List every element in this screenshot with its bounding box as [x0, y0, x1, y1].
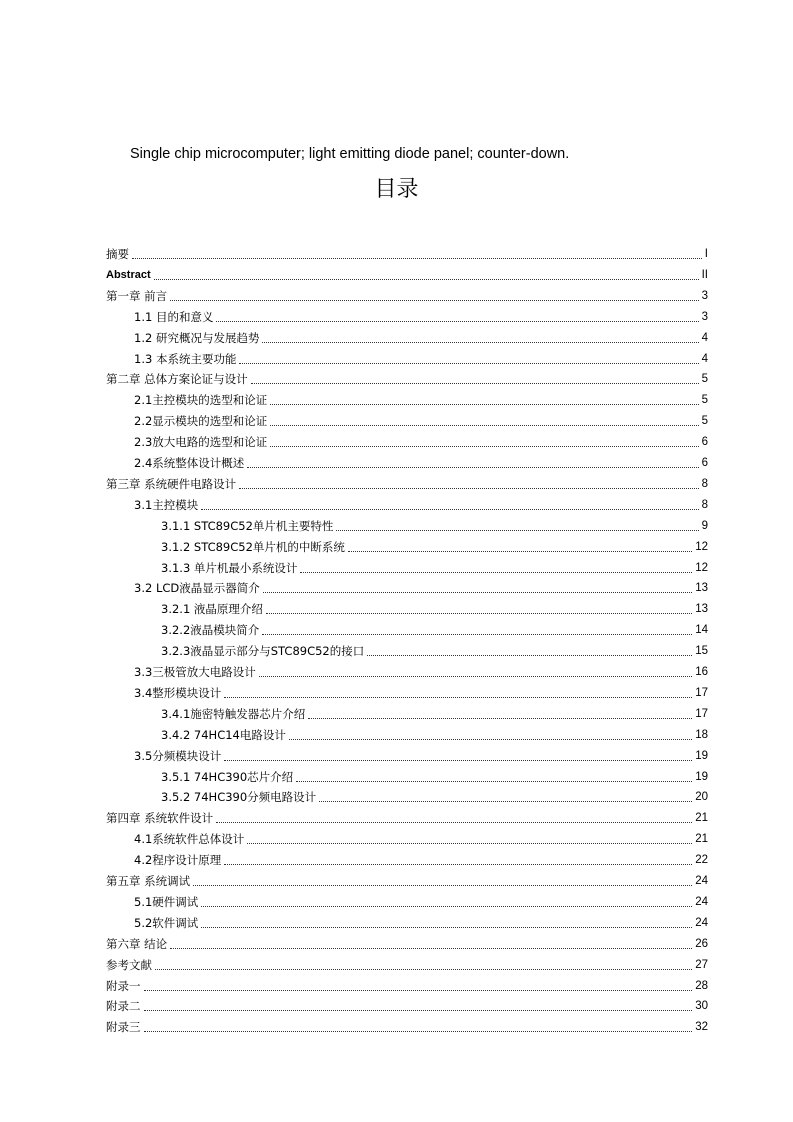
toc-entry-page: 5 [701, 394, 708, 407]
toc-entry[interactable] [134, 325, 708, 346]
toc-entry-label: 3.4整形模块设计 [134, 685, 222, 700]
toc-dot-leader [170, 947, 692, 949]
toc-dot-leader [266, 612, 692, 614]
toc-entry[interactable] [161, 764, 708, 785]
toc-entry-label: Abstract [106, 268, 151, 281]
toc-entry-page: 19 [695, 749, 708, 762]
toc-entry-label: 第六章 结论 [106, 936, 168, 951]
toc-entry[interactable] [161, 596, 708, 617]
toc-dot-leader [239, 487, 698, 489]
toc-entry-label: 第一章 前言 [106, 288, 168, 303]
toc-entry-label: 附录二 [106, 999, 141, 1014]
toc-dot-leader [216, 320, 698, 322]
toc-entry-page: 16 [695, 666, 708, 678]
toc-dot-leader [247, 842, 692, 844]
toc-dot-leader [367, 654, 692, 656]
toc-entry-page: II [701, 268, 708, 281]
toc-entry[interactable] [134, 304, 708, 325]
toc-entry-label: 3.5.1 74HC390芯片介绍 [161, 769, 294, 784]
toc-dot-leader [170, 299, 698, 301]
toc-entry-label: 第二章 总体方案论证与设计 [106, 372, 248, 387]
toc-dot-leader [224, 759, 692, 761]
toc-dot-leader [259, 675, 692, 677]
toc-entry-label: 3.1.3 单片机最小系统设计 [161, 560, 298, 575]
toc-entry[interactable] [134, 680, 708, 701]
toc-entry-label: 3.5.2 74HC390分频电路设计 [161, 790, 317, 805]
toc-entry[interactable] [134, 346, 708, 367]
toc-entry[interactable] [161, 638, 708, 659]
toc-entry-page: I [704, 248, 708, 260]
toc-entry-page: 3 [701, 310, 708, 323]
toc-entry[interactable] [134, 450, 708, 471]
toc-entry-label: 3.1.2 STC89C52单片机的中断系统 [161, 539, 345, 554]
toc-entry-page: 4 [701, 331, 708, 344]
toc-entry-page: 13 [695, 603, 708, 616]
toc-entry-label: 第五章 系统调试 [106, 874, 191, 888]
toc-entry[interactable] [106, 805, 708, 826]
toc-entry[interactable] [134, 847, 708, 868]
toc-entry-page: 8 [701, 498, 708, 511]
toc-dot-leader [216, 821, 692, 823]
toc-title: 目录 [374, 177, 419, 202]
toc-dot-leader [251, 382, 699, 384]
toc-entry-label: 2.1主控模块的选型和论证 [134, 393, 268, 408]
toc-dot-leader [336, 529, 698, 531]
toc-entry-page: 27 [695, 958, 708, 971]
toc-entry[interactable] [161, 555, 708, 576]
toc-entry[interactable] [106, 868, 708, 889]
toc-dot-leader [239, 362, 698, 364]
toc-entry[interactable] [106, 366, 708, 387]
toc-dot-leader [296, 780, 692, 782]
toc-entry-label: 3.1.1 STC89C52单片机主要特性 [161, 518, 334, 533]
toc-dot-leader [224, 863, 692, 865]
toc-entry[interactable] [134, 659, 708, 680]
toc-entry-page: 8 [701, 477, 708, 490]
toc-entry[interactable] [106, 241, 708, 262]
toc-entry-label: 5.2软件调试 [134, 915, 199, 930]
toc-entry-page: 9 [701, 519, 708, 532]
toc-entry-label: 4.2程序设计原理 [134, 853, 222, 868]
toc-entry-page: 18 [695, 728, 708, 741]
toc-dot-leader [201, 905, 692, 907]
toc-dot-leader [270, 445, 698, 447]
toc-dot-leader [308, 717, 692, 719]
toc-entry[interactable] [161, 784, 708, 805]
toc-entry[interactable] [161, 722, 708, 743]
toc-entry-page: 28 [695, 979, 708, 992]
toc-entry-label: 第四章 系统软件设计 [106, 811, 214, 826]
toc-entry-label: 3.4.1施密特触发器芯片介绍 [161, 706, 306, 721]
toc-entry-label: 3.2 LCD液晶显示器简介 [134, 581, 260, 596]
toc-dot-leader [154, 278, 699, 280]
toc-dot-leader [193, 884, 692, 886]
toc-entry[interactable] [106, 471, 708, 492]
toc-entry-label: 3.4.2 74HC14电路设计 [161, 727, 286, 742]
toc-entry-page: 32 [695, 1021, 708, 1034]
toc-entry-page: 6 [701, 436, 708, 449]
toc-entry[interactable] [134, 492, 708, 513]
toc-entry[interactable] [134, 387, 708, 408]
toc-dot-leader [224, 696, 692, 698]
toc-entry-page: 19 [695, 770, 708, 783]
toc-dot-leader [319, 800, 692, 802]
toc-entry-page: 30 [695, 1000, 708, 1013]
keywords-line: Single chip microcomputer; light emitting diode panel; counter-down. [130, 146, 570, 162]
toc-entry[interactable] [134, 408, 708, 429]
toc-entry-label: 摘要 [106, 247, 129, 261]
toc-entry-label: 5.1硬件调试 [134, 894, 199, 909]
toc-entry-page: 3 [701, 289, 708, 302]
toc-entry[interactable] [161, 701, 708, 722]
toc-entry[interactable] [134, 889, 708, 910]
toc-dot-leader [247, 466, 698, 468]
toc-entry-label: 参考文献 [106, 957, 152, 972]
toc-entry[interactable] [134, 826, 708, 847]
toc-dot-leader [262, 633, 692, 635]
toc-dot-leader [201, 508, 698, 510]
toc-entry[interactable] [134, 429, 708, 450]
toc-entry-label: 3.2.3液晶显示部分与STC89C52的接口 [161, 644, 365, 659]
toc-dot-leader [270, 424, 698, 426]
toc-entry-page: 24 [695, 875, 708, 887]
toc-entry[interactable] [161, 617, 708, 638]
toc-entry-page: 26 [695, 937, 708, 950]
toc-dot-leader [289, 738, 692, 740]
toc-dot-leader [201, 926, 692, 928]
toc-entry-label: 2.2显示模块的选型和论证 [134, 414, 268, 429]
toc-entry-page: 12 [695, 540, 708, 553]
toc-entry-label: 1.2 研究概况与发展趋势 [134, 330, 260, 345]
toc-entry-label: 附录一 [106, 978, 141, 993]
toc-dot-leader [144, 989, 693, 991]
toc-entry-label: 3.3三极管放大电路设计 [134, 665, 256, 679]
toc-entry[interactable] [106, 931, 708, 952]
toc-entry-page: 22 [695, 854, 708, 867]
toc-entry[interactable] [134, 910, 708, 931]
toc-entry-label: 3.1主控模块 [134, 497, 199, 512]
toc-entry-page: 6 [701, 457, 708, 469]
toc-dot-leader [263, 591, 692, 593]
toc-entry-page: 5 [701, 415, 708, 428]
toc-entry[interactable] [161, 534, 708, 555]
toc-entry-label: 2.4系统整体设计概述 [134, 456, 245, 470]
toc-dot-leader [270, 403, 698, 405]
toc-entry-label: 1.1 目的和意义 [134, 309, 214, 324]
toc-dot-leader [300, 571, 692, 573]
toc-entry-page: 12 [695, 561, 708, 574]
toc-entry-page: 13 [695, 582, 708, 595]
toc-entry[interactable] [134, 575, 708, 596]
toc-entry-page: 21 [695, 812, 708, 825]
toc-entry-page: 17 [695, 686, 708, 699]
toc-dot-leader [132, 257, 702, 259]
toc-entry-page: 21 [695, 833, 708, 846]
toc-entry-label: 第三章 系统硬件电路设计 [106, 476, 237, 491]
toc-dot-leader [155, 968, 692, 970]
toc-entry-page: 24 [695, 895, 708, 908]
toc-entry-page: 20 [695, 791, 708, 804]
toc-entry[interactable] [161, 513, 708, 534]
toc-entry[interactable] [106, 952, 708, 973]
toc-entry[interactable] [106, 1014, 708, 1035]
toc-dot-leader [348, 550, 692, 552]
toc-entry[interactable] [106, 262, 708, 283]
toc-entry[interactable] [106, 973, 708, 994]
toc-entry-page: 17 [695, 707, 708, 720]
toc-entry-page: 5 [701, 373, 708, 386]
toc-entry[interactable] [106, 283, 708, 304]
toc-entry-page: 15 [695, 645, 708, 658]
toc-dot-leader [144, 1009, 693, 1011]
toc-dot-leader [262, 341, 698, 343]
toc-entry-label: 4.1系统软件总体设计 [134, 832, 245, 847]
toc-entry-page: 14 [695, 624, 708, 637]
toc-entry-label: 3.2.2液晶模块简介 [161, 623, 260, 638]
toc-entry-label: 3.5分频模块设计 [134, 748, 222, 763]
toc-entry-label: 3.2.1 液晶原理介绍 [161, 602, 263, 617]
toc-entry-label: 2.3放大电路的选型和论证 [134, 435, 268, 450]
toc-dot-leader [144, 1030, 693, 1032]
toc-entry-label: 1.3 本系统主要功能 [134, 351, 237, 366]
toc-entry-page: 24 [695, 916, 708, 929]
toc-entry-page: 4 [701, 352, 708, 365]
toc-entry[interactable] [106, 993, 708, 1014]
toc-entry[interactable] [134, 743, 708, 764]
toc-entry-label: 附录三 [106, 1020, 141, 1035]
